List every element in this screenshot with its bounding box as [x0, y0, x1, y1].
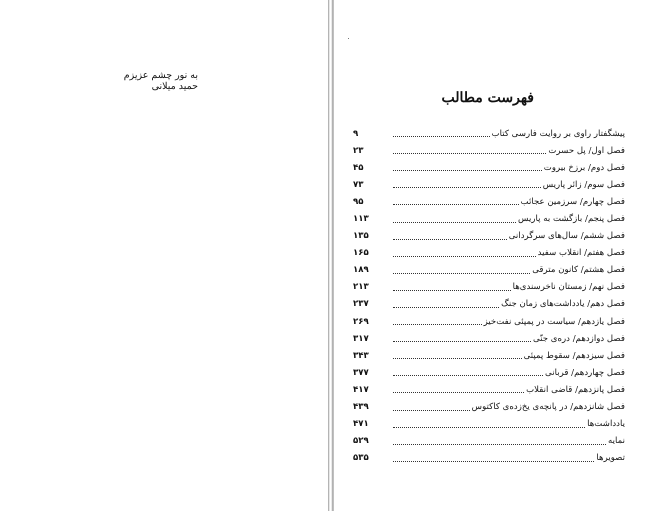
toc-entry: [353, 381, 625, 398]
toc-page-number: ۱۶۵: [353, 248, 369, 259]
toc-leader-dots: [393, 170, 542, 171]
dedication-line: به نور چشم عزیزم: [123, 70, 198, 81]
toc-leader-dots: [393, 136, 490, 137]
toc-entry-label: فصل دهم/ یادداشت‌های زمان جنگ: [501, 299, 625, 310]
toc-entry-label: فصل چهاردهم/ قربانی: [545, 367, 625, 378]
toc-page-number: ۲۳۷: [353, 299, 369, 310]
toc-leader-dots: [393, 187, 541, 188]
toc-entry: [353, 176, 625, 193]
toc-leader-dots: [393, 290, 511, 291]
toc-leader-dots: [393, 153, 546, 154]
toc-page-number: ۹: [353, 128, 359, 139]
toc-entry-label: نمایه: [608, 436, 625, 447]
toc-entry: [353, 433, 625, 450]
toc-entry-label: فصل اول/ پل حسرت: [548, 145, 625, 156]
toc-title: فهرست مطالب: [441, 90, 534, 106]
toc-entry-label: فصل شانزدهم/ در پانچه‌ی یخ‌زده‌ی کاکتوس: [471, 402, 625, 413]
toc-page-number: ۵۲۹: [353, 436, 369, 447]
toc-entry: [353, 210, 625, 227]
toc-leader-dots: [393, 375, 543, 376]
toc-page-number: ۳۷۷: [353, 367, 369, 378]
toc-entry: [353, 450, 625, 467]
toc-entry: [353, 193, 625, 210]
dedication-line: حمید میلانی: [151, 81, 198, 92]
toc-entry-label: فصل ششم/ سال‌های سرگردانی: [508, 231, 625, 242]
toc-page-number: ۲۶۹: [353, 316, 369, 327]
toc-leader-dots: [393, 392, 524, 393]
toc-entry-label: تصویرها: [596, 453, 625, 464]
toc-page-number: ۴۷۱: [353, 419, 369, 430]
toc-page-number: ۵۳۵: [353, 453, 369, 464]
toc-leader-dots: [393, 341, 531, 342]
toc-page-number: ۳۴۳: [353, 350, 369, 361]
toc-entry-label: فصل دوم/ برزخ بیروت: [543, 162, 625, 173]
toc-entry: [353, 313, 625, 330]
toc-leader-dots: [393, 461, 594, 462]
toc-leader-dots: [393, 204, 519, 205]
toc-leader-dots: [393, 358, 522, 359]
toc-leader-dots: [393, 273, 530, 274]
toc-entry: [353, 364, 625, 381]
toc-page-number: ۴۵: [353, 162, 364, 173]
toc-leader-dots: [393, 239, 507, 240]
toc-entry: [353, 262, 625, 279]
toc-entry-label: فصل هفتم/ انقلاب سفید: [537, 248, 625, 259]
toc-list: [353, 125, 625, 467]
toc-entry: [353, 159, 625, 176]
toc-entry-label: فصل چهارم/ سرزمین عجائب: [520, 196, 625, 207]
toc-entry: [353, 416, 625, 433]
toc-page-number: ۴۱۷: [353, 384, 369, 395]
toc-entry-label: فصل سوم/ زائر پاریس: [542, 179, 625, 190]
toc-leader-dots: [393, 307, 499, 308]
toc-entry-label: فصل پنجم/ بازگشت به پاریس: [517, 214, 625, 225]
toc-entry: [353, 399, 625, 416]
toc-entry-label: فصل هشتم/ کانون مترقی: [532, 265, 625, 276]
toc-entry: [353, 228, 625, 245]
toc-entry-label: فصل دوازدهم/ دره‌ی جنّی: [532, 333, 625, 344]
toc-entry: [353, 125, 625, 142]
toc-page-number: ۳۱۷: [353, 333, 369, 344]
toc-leader-dots: [393, 324, 482, 325]
toc-page-number: ۹۵: [353, 196, 364, 207]
toc-leader-dots: [393, 410, 470, 411]
toc-entry: [353, 245, 625, 262]
toc-page-number: ۲۱۳: [353, 282, 369, 293]
toc-leader-dots: [393, 256, 536, 257]
dedication: [78, 70, 198, 92]
toc-entry-label: فصل یازدهم/ سیاست در پمپئی نفت‌خیز: [483, 316, 625, 327]
toc-entry: [353, 279, 625, 296]
toc-entry-label: پیشگفتار راوی بر روایت فارسی کتاب: [491, 128, 625, 139]
toc-page-number: ۱۸۹: [353, 265, 369, 276]
page-speck: [348, 38, 349, 39]
toc-leader-dots: [393, 427, 585, 428]
toc-page-number: ۷۳: [353, 179, 364, 190]
toc-page-number: ۲۳: [353, 145, 364, 156]
toc-leader-dots: [393, 222, 516, 223]
toc-entry-label: فصل نهم/ زمستان ناخرسندی‌ها: [512, 282, 625, 293]
toc-page-number: ۴۳۹: [353, 402, 369, 413]
left-page: [0, 0, 328, 511]
toc-page-number: ۱۳۵: [353, 231, 369, 242]
toc-entry: [353, 330, 625, 347]
toc-entry: [353, 296, 625, 313]
toc-entry-label: یادداشت‌ها: [587, 419, 625, 430]
toc-entry-label: فصل پانزدهم/ قاضی انقلاب: [526, 384, 625, 395]
toc-entry: [353, 142, 625, 159]
toc-page-number: ۱۱۳: [353, 214, 369, 225]
toc-entry: [353, 347, 625, 364]
toc-leader-dots: [393, 444, 606, 445]
toc-entry-label: فصل سیزدهم/ سقوط پمپئی: [523, 350, 625, 361]
